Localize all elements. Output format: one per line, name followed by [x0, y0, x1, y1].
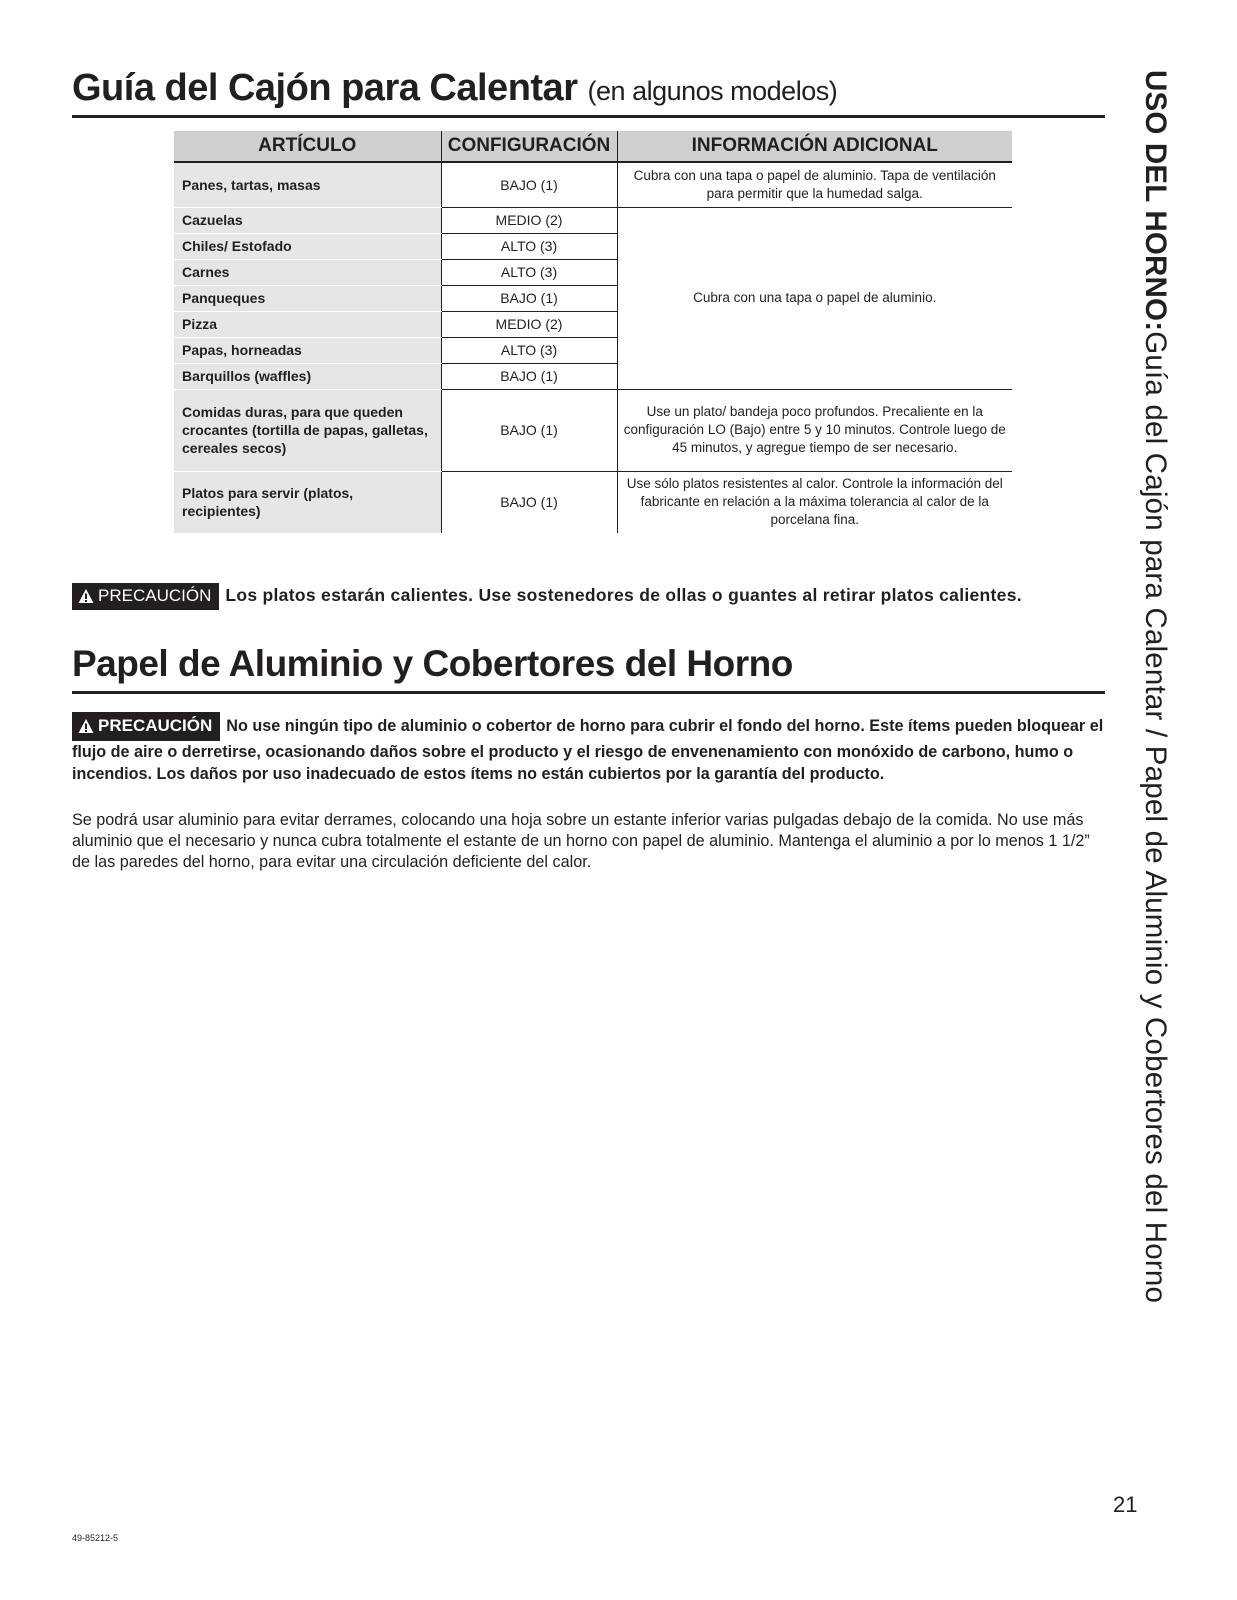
setting-cell: MEDIO (2): [441, 311, 617, 337]
page-number: 21: [1113, 1492, 1138, 1517]
setting-cell: ALTO (3): [441, 233, 617, 259]
caution-label: PRECAUCIÓN: [98, 716, 213, 735]
item-cell: Barquillos (waffles): [174, 363, 441, 389]
setting-cell: BAJO (1): [441, 162, 617, 207]
side-section-label: [1137, 70, 1173, 1303]
title-subtitle: (en algunos modelos): [587, 76, 838, 106]
setting-cell: ALTO (3): [441, 337, 617, 363]
caution-text: Los platos estarán calientes. Use sostenedores de ollas o guantes al retirar platos calientes.: [225, 585, 1022, 605]
section-title-warming-drawer: [72, 64, 837, 115]
column-header-setting: CONFIGURACIÓN: [441, 131, 617, 162]
info-cell: Cubra con una tapa o papel de aluminio. Tapa de ventilación para permitir que la humedad salga.: [617, 162, 1012, 207]
info-cell: Use un plato/ bandeja poco profundos. Precaliente en la configuración LO (Bajo) entre 5 y 10 minutos. Controle luego de 45 minutos, y agregue tiempo de ser necesario.: [617, 389, 1012, 471]
item-cell: Pizza: [174, 311, 441, 337]
item-cell: Chiles/ Estofado: [174, 233, 441, 259]
item-cell: Carnes: [174, 259, 441, 285]
caution-text: No use ningún tipo de aluminio o cobertor de horno para cubrir el fondo del horno. Este ítems pueden bloquear el flujo de aire o derretirse, ocasionando daños sobre el producto y el riesgo de envenenamiento con monóxido de carbono, humo o incendios. Los daños por uso inadecuado de estos ítems no están cubiertos por la garantía del producto.: [72, 717, 1104, 783]
item-cell: Platos para servir (platos, recipientes): [174, 471, 441, 533]
setting-cell: MEDIO (2): [441, 207, 617, 233]
warning-triangle-icon: [78, 588, 94, 604]
caution-badge: [72, 583, 219, 610]
side-label-bold: USO DEL HORNO:: [1139, 70, 1172, 332]
info-cell: Use sólo platos resistentes al calor. Controle la información del fabricante en relación a la máxima tolerancia al calor de la porcelana fina.: [626, 476, 1003, 528]
caution-hot-plates: [72, 583, 1112, 610]
caution-badge: [72, 712, 220, 741]
table-row: [174, 207, 1012, 233]
title-rule: [72, 691, 1105, 694]
title-rule: [72, 115, 1105, 118]
setting-cell: BAJO (1): [441, 363, 617, 389]
info-cell-shared: Cubra con una tapa o papel de aluminio.: [617, 207, 1012, 389]
item-cell: Panes, tartas, masas: [174, 162, 441, 207]
side-label-text: Guía del Cajón para Calentar / Papel de Aluminio y Cobertores del Horno: [1139, 331, 1172, 1304]
item-cell: Papas, horneadas: [174, 337, 441, 363]
document-code: 49-85212-5: [72, 1533, 119, 1543]
column-header-info: INFORMACIÓN ADICIONAL: [617, 131, 1012, 162]
table-header-row: [174, 131, 1012, 162]
warming-drawer-table: [174, 131, 1012, 533]
setting-cell: BAJO (1): [441, 471, 617, 533]
setting-cell: BAJO (1): [441, 389, 617, 471]
item-cell: Panqueques: [174, 285, 441, 311]
column-header-item: ARTÍCULO: [174, 131, 441, 162]
caution-aluminum: [72, 712, 1112, 785]
setting-cell: ALTO (3): [441, 259, 617, 285]
table-row: [174, 471, 1012, 533]
table-row: [174, 389, 1012, 471]
setting-cell: BAJO (1): [441, 285, 617, 311]
item-cell: Cazuelas: [174, 207, 441, 233]
table-row: [174, 162, 1012, 207]
title-main: Guía del Cajón para Calentar: [72, 67, 578, 109]
warning-triangle-icon: [78, 718, 94, 734]
aluminum-usage-paragraph: Se podrá usar aluminio para evitar derrames, colocando una hoja sobre un estante inferior varias pulgadas debajo de la comida. No use más aluminio que el necesario y nunca cubra totalmente el estante de un horno con papel de aluminio. Mantenga el aluminio a por lo menos 1 1/2” de las paredes del horno, para evitar una circulación deficiente del calor.: [72, 811, 1090, 871]
item-cell: Comidas duras, para que queden crocantes (tortilla de papas, galletas, cereales secos): [174, 389, 441, 471]
caution-label: PRECAUCIÓN: [98, 586, 212, 605]
section-title-aluminum-foil: Papel de Aluminio y Cobertores del Horno: [72, 643, 793, 684]
